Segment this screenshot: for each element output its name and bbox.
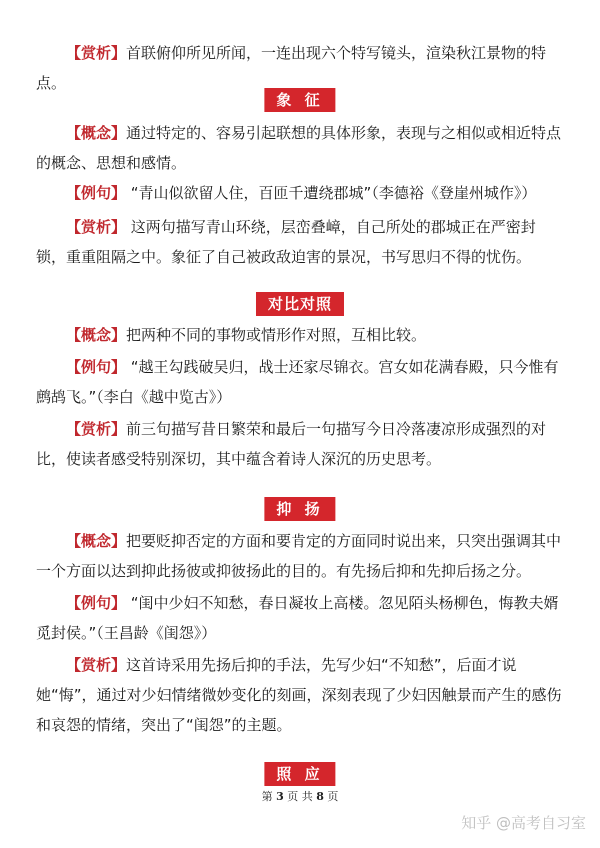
concept-paragraph [36, 320, 564, 350]
footer-middle: 页 共 [287, 790, 313, 803]
paragraph-text: “闺中少妇不知愁，春日凝妆上高楼。忽见陌头杨柳色，悔教夫婿觅封侯。”（王昌龄《闺怨》） [36, 594, 559, 642]
paragraph-text: “越王勾践破吴归，战士还家尽锦衣。宫女如花满春殿，只今惟有鹧鸪飞。”（李白《越中览古》） [36, 358, 559, 406]
paragraph-text: 这首诗采用先扬后抑的手法，先写少妇“不知愁”，后面才说她“悔”，通过对少妇情绪微妙变化的刻画，深刻表现了少妇因触景而产生的感伤和哀怨的情绪，突出了“闺怨”的主题。 [36, 656, 562, 734]
appreciation-paragraph [36, 212, 564, 272]
paragraph-text: 这两句描写青山环绕，层峦叠嶂，自己所处的郡城正在严密封锁，重重阻隔之中。象征了自己被政敌迫害的景况，书写思归不得的忧伤。 [36, 218, 536, 266]
example-paragraph [36, 588, 564, 648]
paragraph-text: 把两种不同的事物或情形作对照，互相比较。 [126, 326, 427, 344]
tag-label: 【赏析】 [66, 656, 127, 674]
appreciation-paragraph [36, 650, 564, 740]
footer-page-number: 3 [276, 790, 284, 803]
tag-label: 【概念】 [66, 124, 127, 142]
page-footer [0, 788, 600, 804]
tag-label: 【赏析】 [66, 420, 127, 438]
section-heading-contrast: 对比对照 [256, 292, 344, 316]
concept-paragraph [36, 118, 564, 178]
concept-paragraph [36, 526, 564, 586]
tag-label: 【例句】 [66, 184, 127, 202]
footer-prefix: 第 [261, 790, 273, 803]
tag-label: 【概念】 [66, 532, 127, 550]
paragraph-text: 首联俯仰所见所闻，一连出现六个特写镜头，渲染秋江景物的特点。 [36, 44, 547, 92]
section-heading-symbolism: 象 征 [264, 88, 335, 112]
tag-label: 【赏析】 [66, 44, 127, 62]
paragraph-text: 前三句描写昔日繁荣和最后一句描写今日冷落凄凉形成强烈的对比，使读者感受特别深切，其中蕴含着诗人深沉的历史思考。 [36, 420, 547, 468]
tag-label: 【例句】 [66, 594, 127, 612]
appreciation-paragraph [36, 414, 564, 474]
footer-total-pages: 8 [316, 790, 324, 803]
paragraph-text: 通过特定的、容易引起联想的具体形象，表现与之相似或相近特点的概念、思想和感情。 [36, 124, 562, 172]
watermark: 知乎 @高考自习室 [461, 814, 586, 832]
tag-label: 【例句】 [66, 358, 127, 376]
section-heading-restraint-praise: 抑 扬 [264, 497, 335, 521]
example-paragraph [36, 352, 564, 412]
tag-label: 【赏析】 [66, 218, 127, 236]
paragraph-text: “青山似欲留人住，百匝千遭绕郡城”（李德裕《登崖州城作》） [126, 184, 537, 202]
tag-label: 【概念】 [66, 326, 127, 344]
paragraph-text: 把要贬抑否定的方面和要肯定的方面同时说出来，只突出强调其中一个方面以达到抑此扬彼或抑彼扬此的目的。有先扬后抑和先抑后扬之分。 [36, 532, 562, 580]
footer-suffix: 页 [327, 790, 339, 803]
section-heading-echo: 照 应 [264, 762, 335, 786]
example-paragraph [36, 178, 564, 208]
